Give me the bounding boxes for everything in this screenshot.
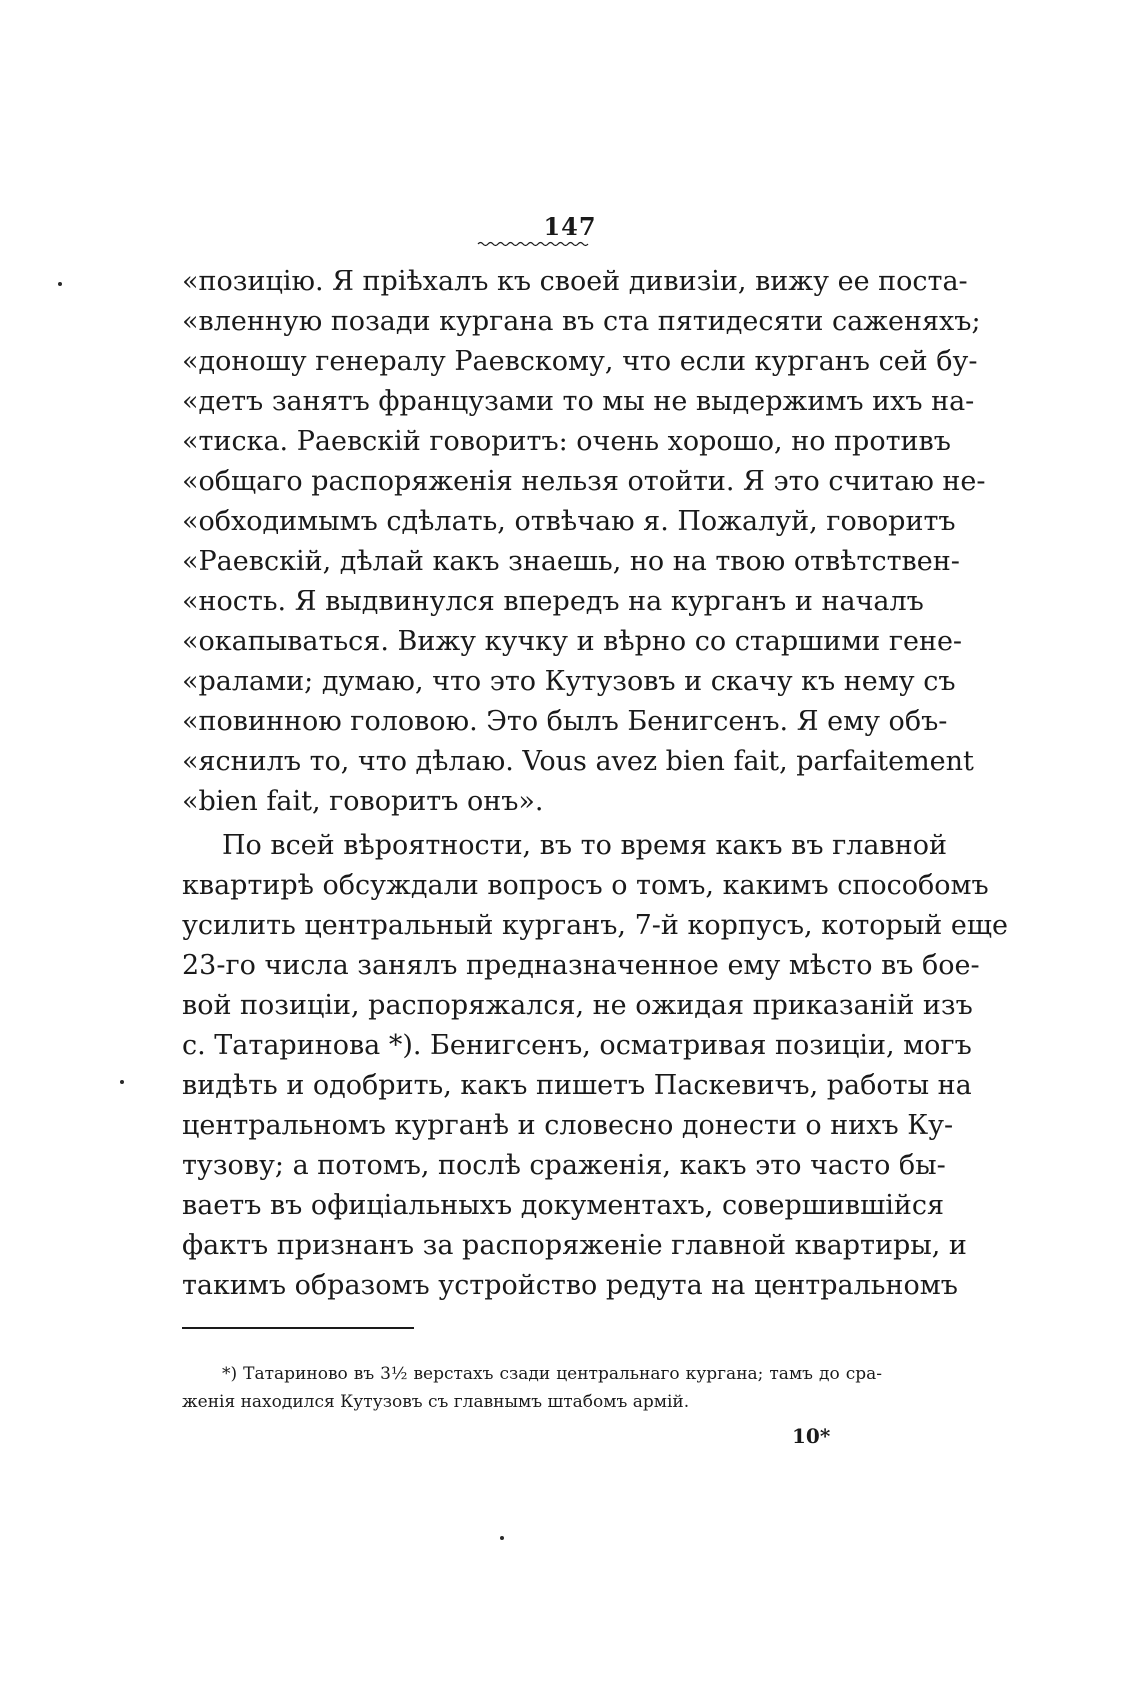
text-line: вой позиціи, распоряжался, не ожидая приказаній изъ (182, 990, 973, 1021)
text-line: «яснилъ то, что дѣлаю. Vous avez bien fait, parfaitement (182, 746, 974, 777)
scan-speck (500, 1536, 504, 1540)
page-number: 147 (543, 212, 597, 241)
footnote-rule (182, 1327, 414, 1329)
text-line: «детъ занятъ французами то мы не выдержимъ ихъ на- (182, 386, 975, 417)
text-line: центральномъ курганѣ и словесно донести о нихъ Ку- (182, 1110, 954, 1141)
text-line: «Раевскій, дѣлай какъ знаешь, но на твою отвѣтствен- (182, 546, 960, 577)
text-line: 23-го числа занялъ предназначенное ему мѣсто въ бое- (182, 950, 980, 981)
text-line: ваетъ въ офиціальныхъ документахъ, совершившійся (182, 1190, 944, 1221)
text-line: «повинною головою. Это былъ Бенигсенъ. Я ему объ- (182, 706, 948, 737)
text-line: «ность. Я выдвинулся впередъ на курганъ и началъ (182, 586, 924, 617)
text-line: такимъ образомъ устройство редута на центральномъ (182, 1270, 958, 1301)
text-line: «позицію. Я пріѣхалъ къ своей дивизіи, вижу ее поста- (182, 266, 968, 297)
footnote (182, 1360, 882, 1416)
text-line: квартирѣ обсуждали вопросъ о томъ, какимъ способомъ (182, 870, 989, 901)
scan-speck (58, 282, 62, 286)
signature-mark: 10* (792, 1424, 831, 1448)
text-line: «доношу генералу Раевскому, что если курганъ сей бу- (182, 346, 978, 377)
scan-speck (120, 1080, 124, 1084)
text-line: «тиска. Раевскій говоритъ: очень хорошо, но противъ (182, 426, 951, 457)
footnote-line: *) Татариново въ 3½ верстахъ сзади центральнаго кургана; тамъ до сра- (222, 1364, 882, 1384)
text-line: «bien fait, говоритъ онъ». (182, 786, 544, 817)
text-line: тузову; а потомъ, послѣ сраженія, какъ это часто бы- (182, 1150, 946, 1181)
text-line: «обходимымъ сдѣлать, отвѣчаю я. Пожалуй, говоритъ (182, 506, 956, 537)
text-line: «ралами; думаю, что это Кутузовъ и скачу къ нему съ (182, 666, 956, 697)
page-number-wavy-rule (478, 241, 588, 247)
text-line: «вленную позади кургана въ ста пятидесяти саженяхъ; (182, 306, 981, 337)
text-line: усилить центральный курганъ, 7-й корпусъ, который еще (182, 910, 1008, 941)
text-line: фактъ признанъ за распоряженіе главной квартиры, и (182, 1230, 967, 1261)
text-line: с. Татаринова *). Бенигсенъ, осматривая позиціи, могъ (182, 1030, 972, 1061)
text-line: «окапываться. Вижу кучку и вѣрно со старшими гене- (182, 626, 963, 657)
body-text (182, 262, 1008, 1306)
text-line: По всей вѣроятности, въ то время какъ въ главной (222, 830, 947, 861)
footnote-line: женія находился Кутузовъ съ главнымъ штабомъ армій. (182, 1392, 690, 1412)
text-line: видѣть и одобрить, какъ пишетъ Паскевичъ, работы на (182, 1070, 972, 1101)
text-line: «общаго распоряженія нельзя отойти. Я это считаю не- (182, 466, 986, 497)
